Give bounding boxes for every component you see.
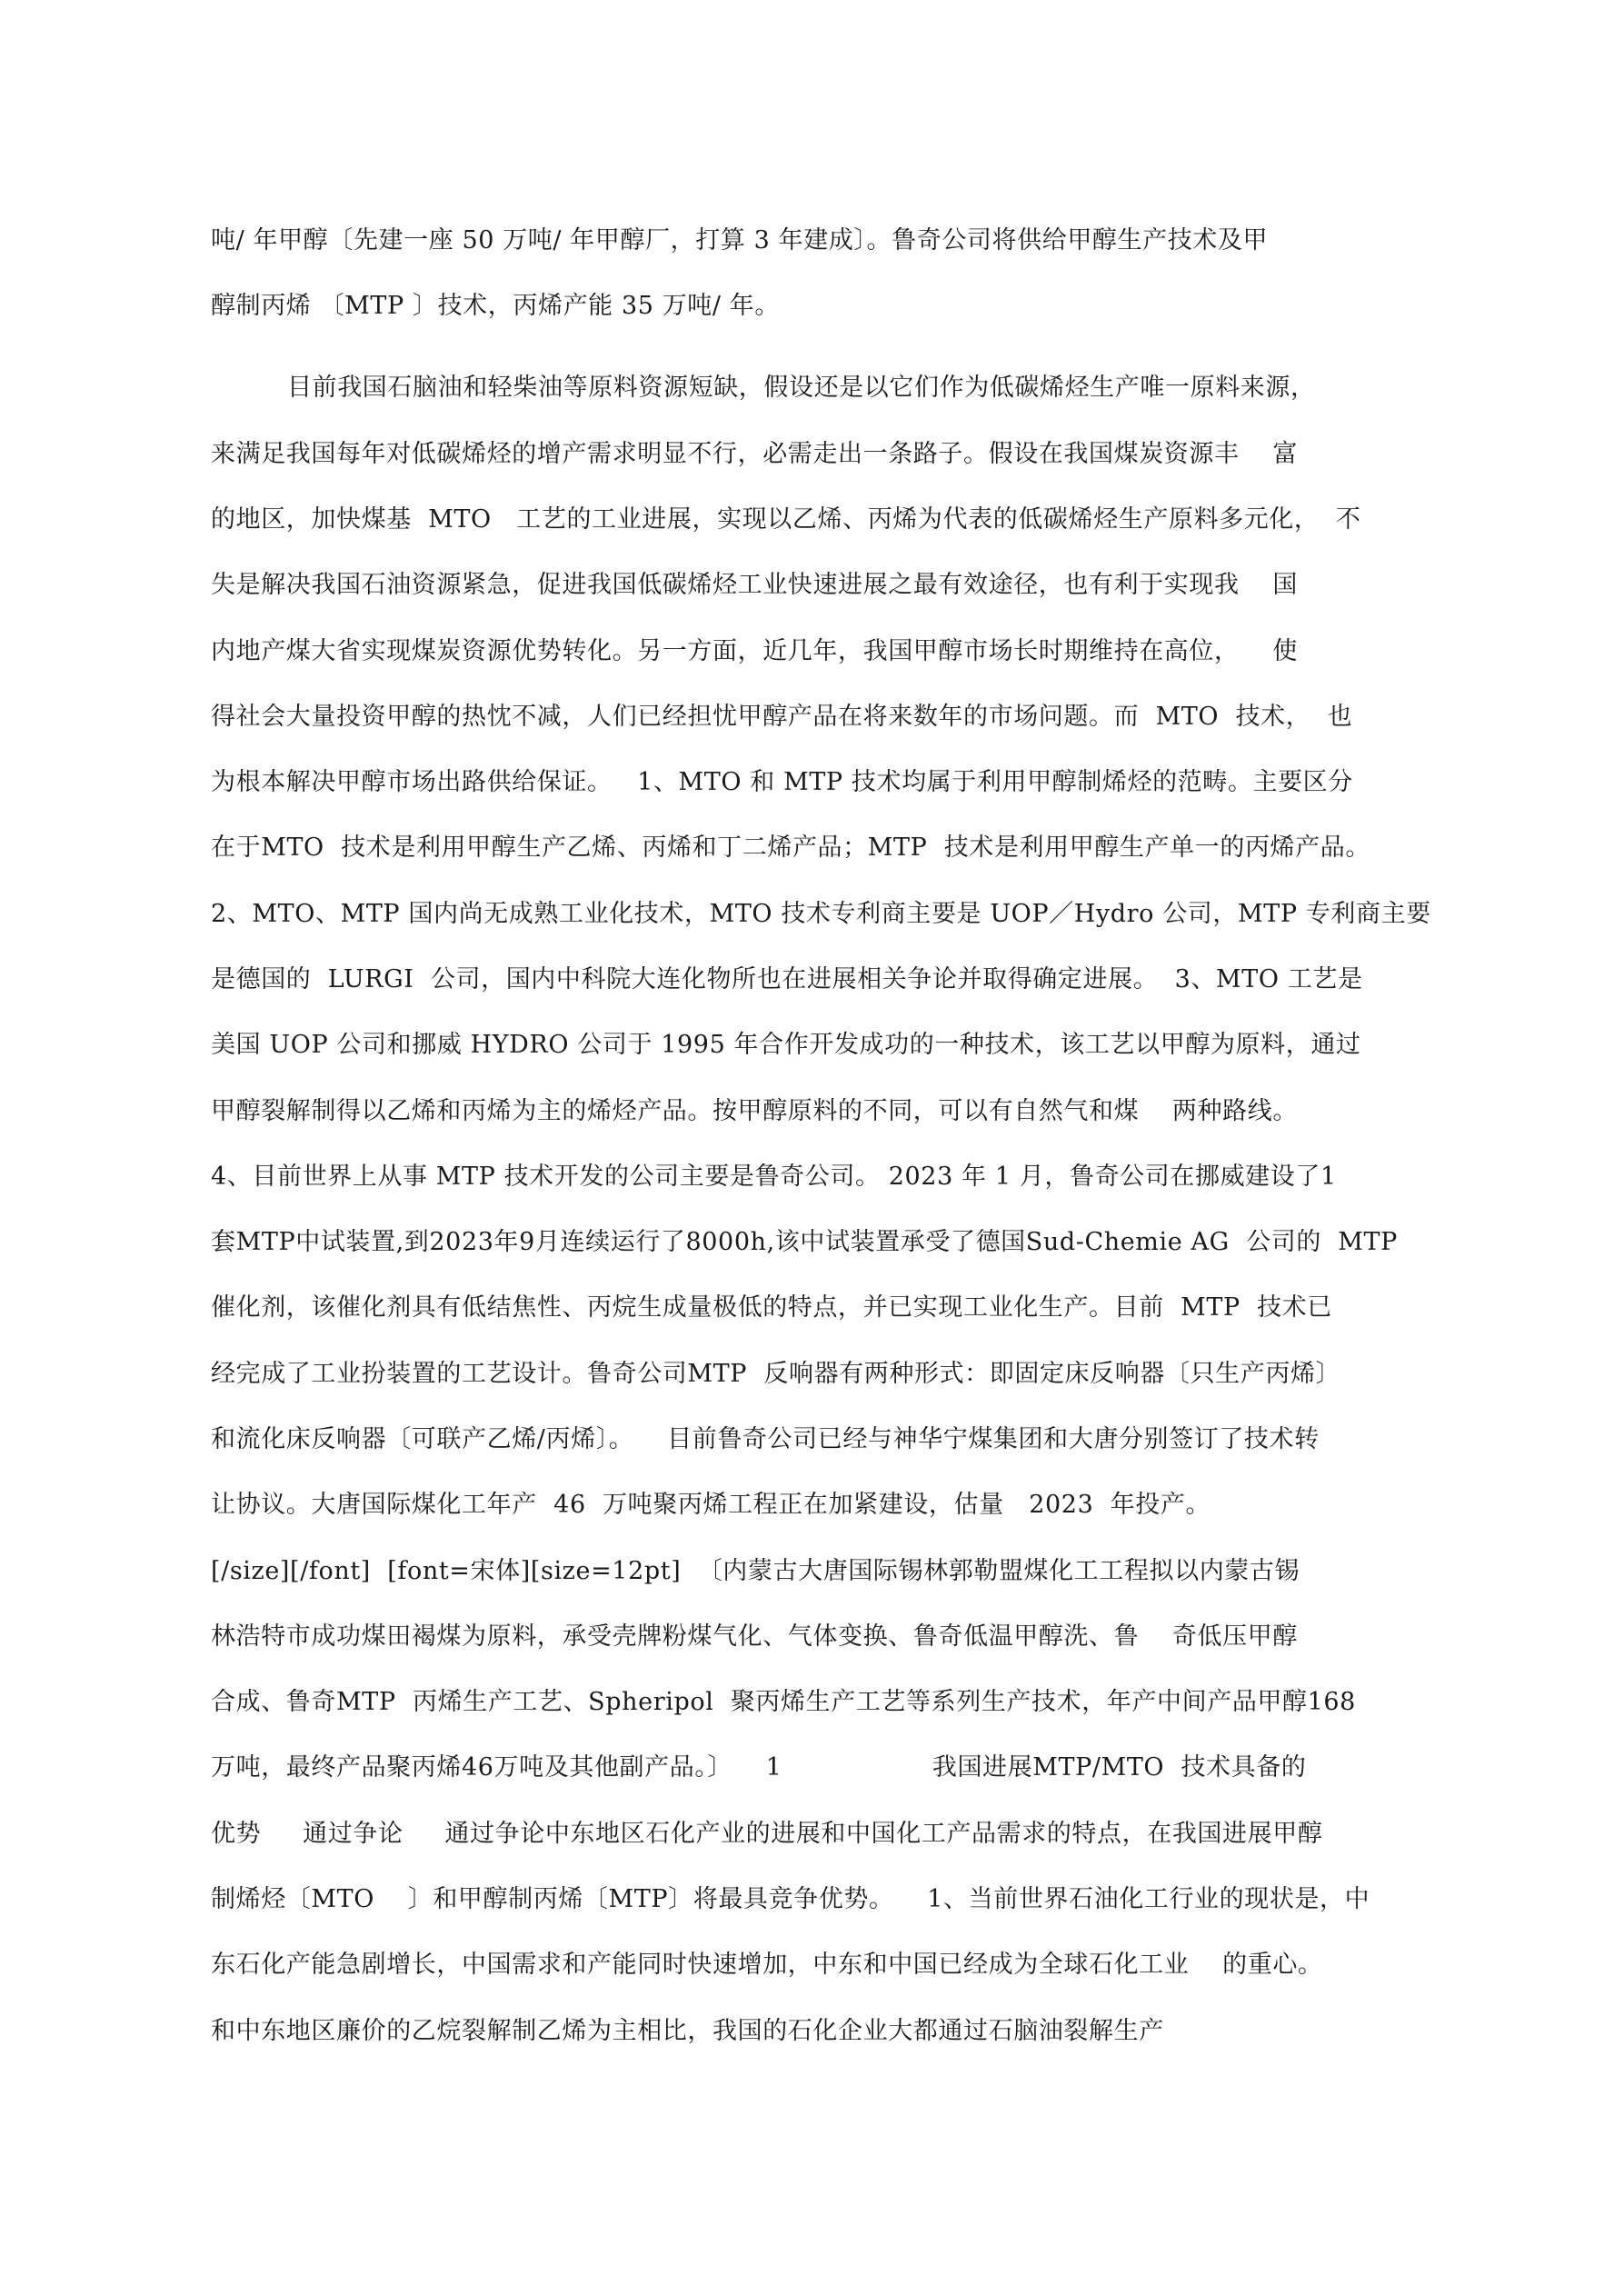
- text-line: 吨/ 年甲醇〔先建一座 50 万吨/ 年甲醇厂，打算 3 年建成〕。鲁奇公司将供给甲醇生产技术及甲: [211, 226, 1269, 255]
- text-line: 套MTP中试装置,到2023年9月连续运行了8000h,该中试装置承受了德国Sud-Chemie AG 公司的 MTP: [211, 1228, 1398, 1256]
- text-line: 美国 UOP 公司和挪威 HYDRO 公司于 1995 年合作开发成功的一种技术，该工艺以甲醇为原料，通过: [211, 1031, 1361, 1059]
- text-line: 合成、鲁奇MTP 丙烯生产工艺、Spheripol 聚丙烯生产工艺等系列生产技术，年产中间产品甲醇168: [211, 1688, 1356, 1716]
- text-line: 4、目前世界上从事 MTP 技术开发的公司主要是鲁奇公司。 2023 年 1 月，鲁奇公司在挪威建设了1: [211, 1163, 1337, 1191]
- text-line: 2、MTO、MTP 国内尚无成熟工业化技术，MTO 技术专利商主要是 UOP／Hydro 公司，MTP 专利商主要: [211, 900, 1431, 928]
- text-line: 得社会大量投资甲醇的热忱不减，人们已经担忧甲醇产品在将来数年的市场问题。而 MTO 技术， 也: [211, 703, 1353, 731]
- text-line: 和中东地区廉价的乙烷裂解制乙烯为主相比，我国的石化企业大都通过石脑油裂解生产: [211, 2017, 1164, 2045]
- text-line: 让协议。大唐国际煤化工年产 46 万吨聚丙烯工程正在加紧建设，估量 2023 年投产。: [211, 1491, 1211, 1519]
- text-line: 内地产煤大省实现煤炭资源优势转化。另一方面，近几年，我国甲醇市场长时期维持在高位， 使: [211, 637, 1298, 665]
- text-line: 醇制丙烯 〔MTP 〕技术，丙烯产能 35 万吨/ 年。: [211, 292, 780, 320]
- text-line: 林浩特市成功煤田褐煤为原料，承受壳牌粉煤气化、气体变换、鲁奇低温甲醇洗、鲁 奇低压甲醇: [211, 1622, 1298, 1651]
- text-line: 和流化床反响器〔可联产乙烯/丙烯〕。 目前鲁奇公司已经与神华宁煤集团和大唐分别签订了技术转: [211, 1425, 1320, 1453]
- text-line: 来满足我国每年对低碳烯烃的增产需求明显不行，必需走出一条路子。假设在我国煤炭资源丰 富: [211, 440, 1298, 468]
- text-line: 制烯烃〔MTO 〕和甲醇制丙烯〔MTP〕将最具竞争优势。 1、当前世界石油化工行业的现状是，中: [211, 1885, 1370, 1913]
- text-line: 是德国的 LURGI 公司，国内中科院大连化物所也在进展相关争论并取得确定进展。 3、MTO 工艺是: [211, 965, 1363, 993]
- text-line: 万吨，最终产品聚丙烯46万吨及其他副产品。〕 1 我国进展MTP/MTO 技术具备的: [211, 1753, 1307, 1782]
- text-line: 甲醇裂解制得以乙烯和丙烯为主的烯烃产品。按甲醇原料的不同，可以有自然气和煤 两种路线。: [211, 1097, 1298, 1125]
- text-line: 催化剂，该催化剂具有低结焦性、丙烷生成量极低的特点，并已实现工业化生产。目前 MTP 技术已: [211, 1293, 1332, 1322]
- paragraph-start-line: 目前我国石脑油和轻柴油等原料资源短缺，假设还是以它们作为低碳烯烃生产唯一原料来源，: [287, 374, 1316, 402]
- text-line: 为根本解决甲醇市场出路供给保证。 1、MTO 和 MTP 技术均属于利用甲醇制烯烃的范畴。主要区分: [211, 768, 1353, 796]
- text-line: 优势 通过争论 通过争论中东地区石化产业的进展和中国化工产品需求的特点，在我国进展甲醇: [211, 1820, 1323, 1848]
- text-line: 经完成了工业扮装置的工艺设计。鲁奇公司MTP 反响器有两种形式：即固定床反响器〔只生产丙烯〕: [211, 1360, 1341, 1388]
- text-line: 的地区，加快煤基 MTO 工艺的工业进展，实现以乙烯、丙烯为代表的低碳烯烃生产原料多元化， 不: [211, 505, 1361, 534]
- text-line: 失是解决我国石油资源紧急，促进我国低碳烯烃工业快速进展之最有效途径，也有利于实现我 国: [211, 571, 1298, 599]
- text-line: 东石化产能急剧增长，中国需求和产能同时快速增加，中东和中国已经成为全球石化工业 的重心。: [211, 1951, 1323, 1979]
- text-line: 在于MTO 技术是利用甲醇生产乙烯、丙烯和丁二烯产品；MTP 技术是利用甲醇生产单一的丙烯产品。: [211, 834, 1370, 862]
- text-line: [/size][/font] [font=宋体][size=12pt] 〔内蒙古大唐国际锡林郭勒盟煤化工工程拟以内蒙古锡: [211, 1557, 1300, 1585]
